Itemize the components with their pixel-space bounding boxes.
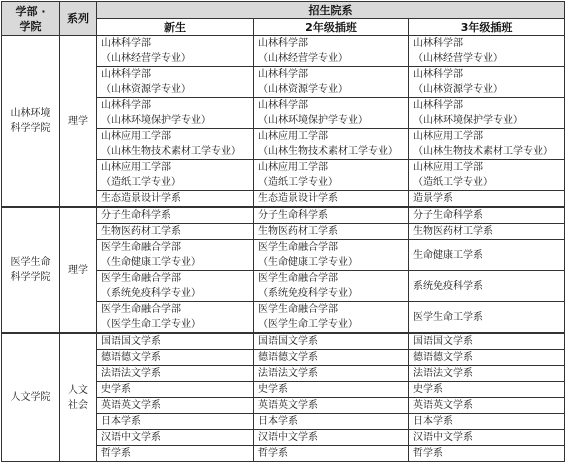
- cell-line: 生态造景设计学系: [258, 193, 338, 204]
- field-line1: 理学: [68, 115, 88, 127]
- cell-line: 哲学系: [413, 448, 443, 459]
- new-cell: [97, 414, 254, 430]
- year3-cell: [409, 191, 565, 208]
- cell-line: 法语法文学系: [258, 368, 318, 379]
- cell-line: 史学系: [413, 384, 443, 395]
- cell-line: 山林科学部: [258, 100, 308, 111]
- cell-line: 分子生命科学系: [258, 210, 328, 221]
- year3-cell: [409, 160, 565, 191]
- cell-line: 医学生命工学系: [413, 311, 483, 323]
- new-cell: [97, 271, 254, 302]
- cell-line: （生命健康工学专业）: [258, 257, 358, 268]
- cell-line: （山林生物技术素材工学专业）: [413, 146, 553, 157]
- header-2nd-year: 2年级插班: [254, 19, 409, 36]
- cell-line: 德语德文学系: [258, 352, 318, 363]
- cell-line: 山林应用工学部: [258, 131, 328, 142]
- cell-line: （山林环境保护学专业）: [413, 115, 523, 126]
- cell-line: （山林经营学专业）: [258, 53, 348, 64]
- new-cell: [97, 333, 254, 350]
- school-cell: [2, 36, 60, 208]
- cell-line: 山林应用工学部: [413, 162, 483, 173]
- cell-line: 日本学系: [101, 416, 141, 427]
- school-line2: 科学学院: [10, 123, 51, 134]
- year2-cell: [254, 414, 409, 430]
- admissions-table: [1, 1, 565, 462]
- cell-line: 生态造景设计学系: [101, 193, 181, 204]
- cell-line: 哲学系: [258, 448, 288, 459]
- cell-line: 山林科学部: [413, 38, 463, 49]
- year3-cell: [409, 414, 565, 430]
- cell-line: （系统免疫科学专业）: [101, 288, 201, 299]
- cell-line: （山林经营学专业）: [101, 53, 191, 64]
- header-new: 新生: [97, 19, 254, 36]
- cell-line: 汉语中文学系: [413, 432, 473, 443]
- new-cell: [97, 191, 254, 208]
- cell-line: 汉语中文学系: [101, 432, 161, 443]
- cell-line: 分子生命科学系: [413, 210, 483, 221]
- cell-line: （山林资源学专业）: [101, 84, 191, 95]
- cell-line: 史学系: [258, 384, 288, 395]
- cell-line: 德语德文学系: [101, 352, 161, 363]
- school-line1: 人文学院: [10, 392, 51, 403]
- year2-cell: [254, 240, 409, 271]
- cell-line: 生物医药材工学系: [101, 226, 181, 237]
- cell-line: 分子生命科学系: [101, 210, 171, 221]
- school-line2: 科学学院: [10, 272, 51, 283]
- year3-cell: [409, 382, 565, 398]
- cell-line: 日本学系: [258, 416, 298, 427]
- cell-line: 医学生命融合学部: [101, 304, 181, 315]
- cell-line: （生命健康工学专业）: [101, 257, 201, 268]
- cell-line: 英语英文学系: [413, 400, 473, 411]
- year2-cell: [254, 271, 409, 302]
- cell-line: （造纸工学专业）: [413, 177, 493, 188]
- header-school-line2: 学院: [19, 19, 42, 33]
- cell-line: 山林应用工学部: [101, 162, 171, 173]
- table-body: [2, 36, 565, 462]
- cell-line: 生物医药材工学系: [258, 226, 338, 237]
- new-cell: [97, 446, 254, 462]
- year3-cell: [409, 207, 565, 224]
- year3-cell: [409, 398, 565, 414]
- cell-line: （造纸工学专业）: [101, 177, 181, 188]
- new-cell: [97, 67, 254, 98]
- year2-cell: [254, 207, 409, 224]
- cell-line: 法语法文学系: [413, 368, 473, 379]
- cell-line: 生命健康工学系: [413, 249, 483, 261]
- table-header: [2, 2, 565, 36]
- field-cell: [60, 207, 97, 333]
- school-cell: [2, 207, 60, 333]
- new-cell: [97, 398, 254, 414]
- new-cell: [97, 366, 254, 382]
- cell-line: 医学生命融合学部: [258, 304, 338, 315]
- year3-cell: [409, 430, 565, 446]
- year2-cell: [254, 129, 409, 160]
- cell-line: 法语法文学系: [101, 368, 161, 379]
- new-cell: [97, 240, 254, 271]
- cell-line: 山林科学部: [258, 38, 308, 49]
- field-line2: 社会: [68, 399, 88, 411]
- cell-line: 日本学系: [413, 416, 453, 427]
- cell-line: （造纸工学专业）: [258, 177, 338, 188]
- year3-cell: [409, 350, 565, 366]
- year3-cell: [409, 224, 565, 240]
- cell-line: 国语国文学系: [258, 336, 318, 347]
- cell-line: 生物医药材工学系: [413, 226, 493, 237]
- year2-cell: [254, 191, 409, 208]
- cell-line: （山林生物技术素材工学专业）: [258, 146, 398, 157]
- year2-cell: [254, 36, 409, 67]
- table-row: [2, 333, 565, 350]
- school-line1: 医学生命: [10, 257, 51, 268]
- year2-cell: [254, 333, 409, 350]
- cell-line: 山林应用工学部: [101, 131, 171, 142]
- cell-line: （医学生命工学专业）: [101, 319, 201, 330]
- new-cell: [97, 36, 254, 67]
- field-cell: [60, 333, 97, 462]
- field-line1: 人文: [68, 384, 88, 396]
- new-cell: [97, 129, 254, 160]
- new-cell: [97, 98, 254, 129]
- cell-line: （山林资源学专业）: [413, 84, 503, 95]
- cell-line: 医学生命融合学部: [258, 242, 338, 253]
- cell-line: 山林科学部: [101, 100, 151, 111]
- header-group: 招生院系: [97, 2, 565, 19]
- cell-line: 山林科学部: [101, 38, 151, 49]
- year3-cell: [409, 446, 565, 462]
- year2-cell: [254, 224, 409, 240]
- cell-line: （山林生物技术素材工学专业）: [101, 146, 241, 157]
- year3-cell: [409, 333, 565, 350]
- cell-line: 国语国文学系: [101, 336, 161, 347]
- cell-line: （山林环境保护学专业）: [101, 115, 211, 126]
- table-row: [2, 36, 565, 67]
- new-cell: [97, 160, 254, 191]
- year2-cell: [254, 67, 409, 98]
- cell-line: 系统免疫科学系: [413, 280, 483, 292]
- cell-line: 史学系: [101, 384, 131, 395]
- year2-cell: [254, 398, 409, 414]
- year3-cell: [409, 366, 565, 382]
- cell-line: （系统免疫科学专业）: [258, 288, 358, 299]
- cell-line: 山林科学部: [413, 69, 463, 80]
- year3-cell: [409, 240, 565, 271]
- new-cell: [97, 224, 254, 240]
- year2-cell: [254, 302, 409, 334]
- new-cell: [97, 430, 254, 446]
- cell-line: 山林科学部: [258, 69, 308, 80]
- year3-cell: [409, 98, 565, 129]
- cell-line: 英语英文学系: [101, 400, 161, 411]
- new-cell: [97, 350, 254, 366]
- year3-cell: [409, 67, 565, 98]
- cell-line: 医学生命融合学部: [101, 242, 181, 253]
- cell-line: 医学生命融合学部: [101, 273, 181, 284]
- new-cell: [97, 207, 254, 224]
- school-cell: [2, 333, 60, 462]
- cell-line: 汉语中文学系: [258, 432, 318, 443]
- year2-cell: [254, 366, 409, 382]
- field-line1: 理学: [68, 264, 88, 276]
- year2-cell: [254, 350, 409, 366]
- year3-cell: [409, 129, 565, 160]
- year3-cell: [409, 302, 565, 334]
- new-cell: [97, 382, 254, 398]
- school-line1: 山林环境: [10, 108, 51, 119]
- cell-line: （山林环境保护学专业）: [258, 115, 368, 126]
- year3-cell: [409, 271, 565, 302]
- year2-cell: [254, 430, 409, 446]
- cell-line: 英语英文学系: [258, 400, 318, 411]
- year2-cell: [254, 382, 409, 398]
- cell-line: 山林科学部: [413, 100, 463, 111]
- table-row: [2, 207, 565, 224]
- cell-line: 哲学系: [101, 448, 131, 459]
- cell-line: （医学生命工学专业）: [258, 319, 358, 330]
- field-cell: [60, 36, 97, 208]
- cell-line: 造景学系: [413, 193, 453, 204]
- cell-line: 山林应用工学部: [413, 131, 483, 142]
- cell-line: 德语德文学系: [413, 352, 473, 363]
- year2-cell: [254, 98, 409, 129]
- header-school: [2, 2, 60, 36]
- cell-line: （山林经营学专业）: [413, 53, 503, 64]
- year3-cell: [409, 36, 565, 67]
- header-3rd-year: 3年级插班: [409, 19, 565, 36]
- cell-line: 山林科学部: [101, 69, 151, 80]
- year2-cell: [254, 160, 409, 191]
- new-cell: [97, 302, 254, 334]
- cell-line: （山林资源学专业）: [258, 84, 348, 95]
- cell-line: 医学生命融合学部: [258, 273, 338, 284]
- header-field: 系列: [60, 2, 97, 36]
- year2-cell: [254, 446, 409, 462]
- cell-line: 国语国文学系: [413, 336, 473, 347]
- cell-line: 山林应用工学部: [258, 162, 328, 173]
- header-school-line1: 学部 ·: [15, 4, 46, 18]
